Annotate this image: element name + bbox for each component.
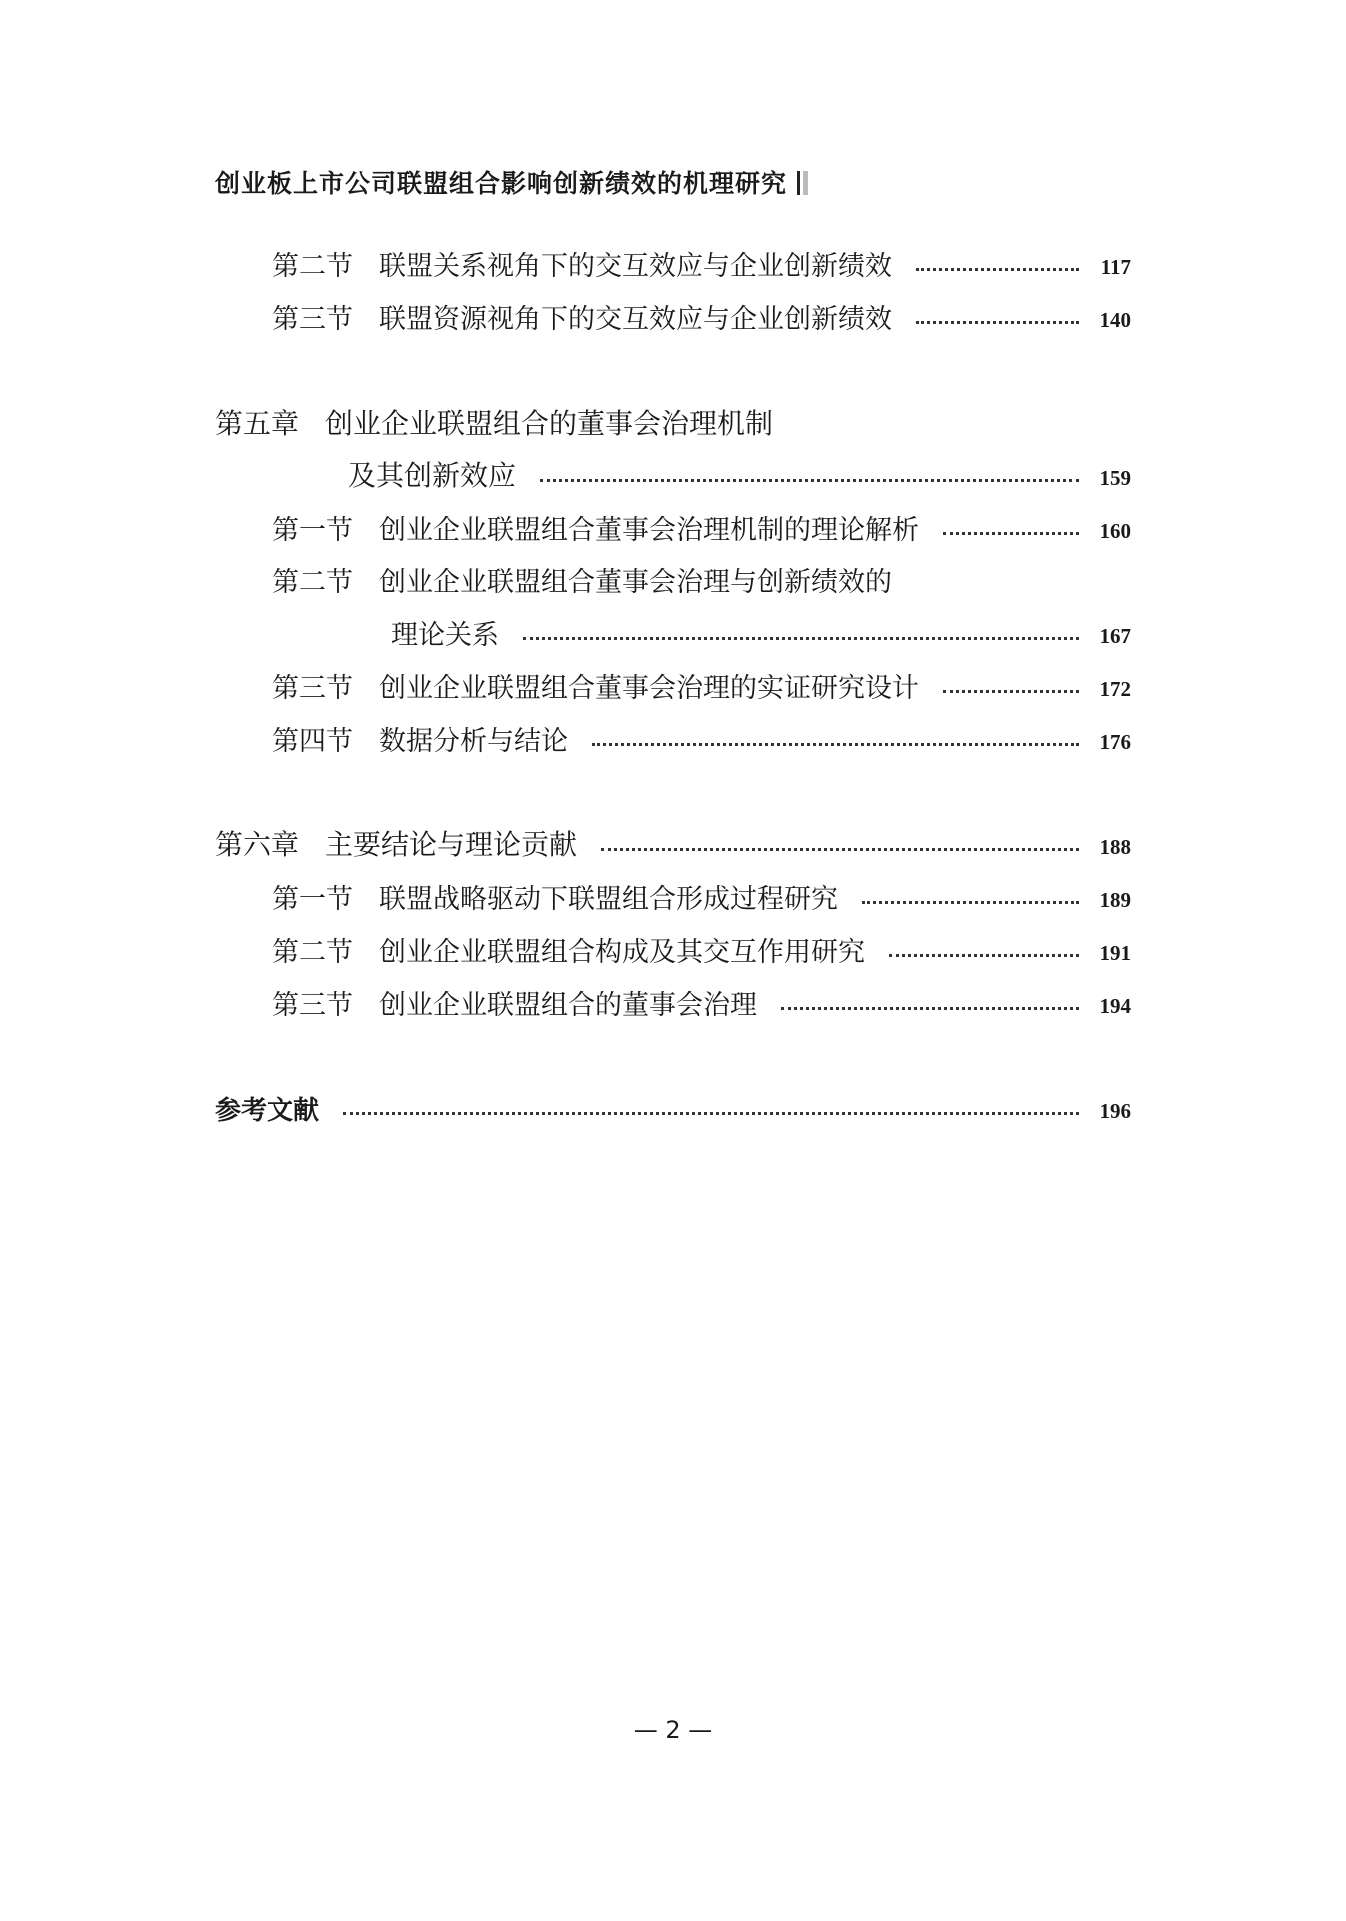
header-bar-shade xyxy=(803,171,808,195)
toc-entry-number: 第二节 xyxy=(272,251,353,282)
toc-entry-page: 167 xyxy=(1099,624,1131,648)
chapter-entry-line1[interactable] xyxy=(0,402,1346,442)
toc-entry-page: 196 xyxy=(1099,1099,1131,1123)
references-entry[interactable] xyxy=(0,1087,1346,1127)
toc-entry-title-line2: 理论关系 xyxy=(391,620,499,651)
dot-leader xyxy=(889,954,1079,957)
toc-entry[interactable] xyxy=(0,929,1346,969)
chapter-title-line2: 及其创新效应 xyxy=(348,459,517,492)
toc-entry-page: 176 xyxy=(1099,730,1131,754)
toc-entry-page: 159 xyxy=(1099,466,1131,490)
toc-entry-line1[interactable] xyxy=(0,559,1346,599)
dot-leader xyxy=(523,637,1079,640)
running-header-text: 创业板上市公司联盟组合影响创新绩效的机理研究 xyxy=(215,169,788,198)
chapter-entry-line2[interactable] xyxy=(0,454,1346,494)
chapter-entry[interactable] xyxy=(0,823,1346,863)
toc-entry-title: 联盟资源视角下的交互效应与企业创新绩效 xyxy=(379,304,892,335)
toc-entry-line2[interactable] xyxy=(0,612,1346,652)
toc-entry-title-line1: 创业企业联盟组合董事会治理与创新绩效的 xyxy=(379,567,892,598)
toc-entry[interactable] xyxy=(0,718,1346,758)
toc-entry-number: 第一节 xyxy=(272,884,353,915)
toc-entry-number: 第四节 xyxy=(272,726,353,757)
dot-leader xyxy=(862,901,1079,904)
toc-entry-number: 第二节 xyxy=(272,937,353,968)
chapter-title: 主要结论与理论贡献 xyxy=(325,828,578,861)
toc-entry-number: 第二节 xyxy=(272,567,353,598)
toc-entry-number: 第三节 xyxy=(272,304,353,335)
toc-entry[interactable] xyxy=(0,982,1346,1022)
toc-entry-page: 160 xyxy=(1099,519,1131,543)
toc-entry-title: 创业企业联盟组合董事会治理机制的理论解析 xyxy=(379,515,919,546)
dot-leader xyxy=(781,1007,1079,1010)
toc-entry[interactable] xyxy=(0,243,1346,283)
toc-entry-title: 创业企业联盟组合董事会治理的实证研究设计 xyxy=(379,673,919,704)
toc-entry-page: 172 xyxy=(1099,677,1131,701)
toc-entry-title: 联盟关系视角下的交互效应与企业创新绩效 xyxy=(379,251,892,282)
toc-entry-page: 140 xyxy=(1099,308,1131,332)
toc-entry[interactable] xyxy=(0,665,1346,705)
toc-entry[interactable] xyxy=(0,876,1346,916)
toc-entry-page: 189 xyxy=(1099,888,1131,912)
dot-leader xyxy=(343,1112,1079,1115)
toc-entry-page: 191 xyxy=(1099,941,1131,965)
dot-leader xyxy=(943,532,1079,535)
toc-entry-title: 创业企业联盟组合构成及其交互作用研究 xyxy=(379,937,865,968)
dot-leader xyxy=(601,848,1079,851)
toc-entry[interactable] xyxy=(0,507,1346,547)
toc-entry-number: 第三节 xyxy=(272,673,353,704)
chapter-number: 第六章 xyxy=(215,828,300,861)
dot-leader xyxy=(943,690,1079,693)
toc-entry[interactable] xyxy=(0,296,1346,336)
references-title: 参考文献 xyxy=(215,1096,320,1126)
toc-entry-title: 数据分析与结论 xyxy=(379,726,568,757)
page-number-footer: — 2 — xyxy=(633,1716,713,1744)
dot-leader xyxy=(592,743,1079,746)
toc-entry-page: 188 xyxy=(1099,835,1131,859)
header-bar xyxy=(797,171,800,195)
toc-entry-number: 第三节 xyxy=(272,990,353,1021)
toc-entry-title: 创业企业联盟组合的董事会治理 xyxy=(379,990,757,1021)
dot-leader xyxy=(540,479,1079,482)
toc-entry-title: 联盟战略驱动下联盟组合形成过程研究 xyxy=(379,884,838,915)
chapter-title-line1: 创业企业联盟组合的董事会治理机制 xyxy=(325,407,774,440)
toc-entry-page: 117 xyxy=(1100,255,1131,279)
toc-entry-page: 194 xyxy=(1099,994,1131,1018)
running-header xyxy=(215,164,808,200)
dot-leader xyxy=(916,321,1079,324)
dot-leader xyxy=(916,268,1079,271)
chapter-number: 第五章 xyxy=(215,407,300,440)
toc-entry-number: 第一节 xyxy=(272,515,353,546)
